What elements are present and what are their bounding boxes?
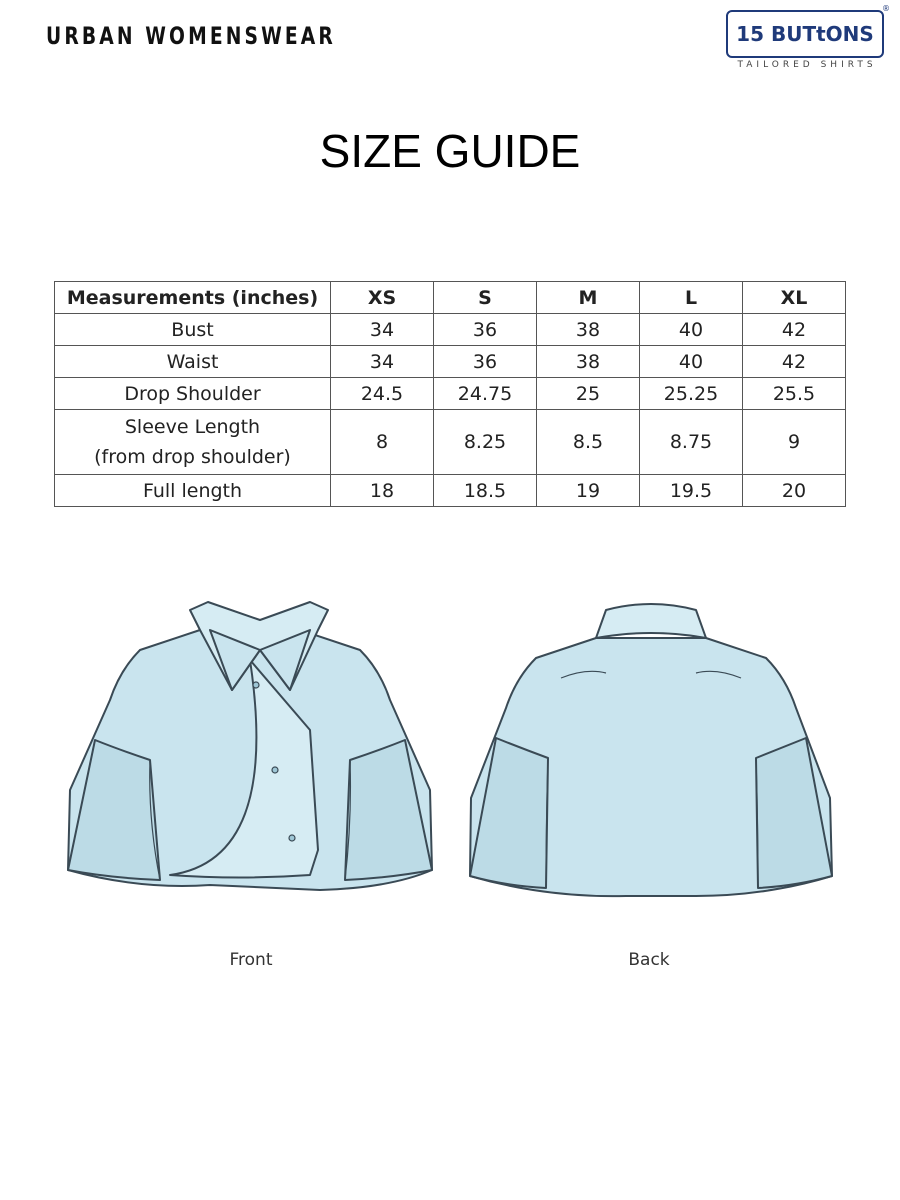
table-row: [55, 378, 846, 410]
table-cell: 8.25: [434, 410, 537, 475]
back-shirt-illustration: [466, 598, 836, 903]
table-cell: 34: [331, 346, 434, 378]
table-cell: 42: [743, 314, 846, 346]
logo-tagline: TAILORED SHIRTS: [737, 60, 877, 70]
row-label: Full length: [55, 475, 331, 507]
row-label-line2: (from drop shoulder): [94, 446, 291, 468]
header-size-xs: XS: [331, 282, 434, 314]
brand-logo: [724, 4, 890, 72]
table-cell: 8.75: [640, 410, 743, 475]
table-cell: 38: [537, 346, 640, 378]
table-cell: 25.5: [743, 378, 846, 410]
table-cell: 18: [331, 475, 434, 507]
front-shirt-illustration: [60, 590, 440, 900]
table-cell: 40: [640, 314, 743, 346]
table-cell: 36: [434, 346, 537, 378]
row-label: Bust: [55, 314, 331, 346]
table-cell: 19.5: [640, 475, 743, 507]
table-row: [55, 314, 846, 346]
table-row: [55, 410, 846, 475]
table-header-row: [55, 282, 846, 314]
table-cell: 24.75: [434, 378, 537, 410]
table-cell: 8.5: [537, 410, 640, 475]
row-label-line1: Sleeve Length: [124, 416, 261, 438]
table-cell: 40: [640, 346, 743, 378]
page-title: SIZE GUIDE: [319, 125, 581, 177]
brand-name: URBAN WOMENSWEAR: [46, 22, 336, 50]
table-cell: 18.5: [434, 475, 537, 507]
registered-mark: ®: [882, 4, 890, 13]
row-label: Waist: [55, 346, 331, 378]
size-table: [54, 281, 846, 507]
row-label: [55, 410, 331, 475]
row-label: Drop Shoulder: [55, 378, 331, 410]
back-caption: Back: [628, 950, 670, 970]
front-caption: Front: [229, 950, 273, 970]
table-row: [55, 475, 846, 507]
table-cell: 20: [743, 475, 846, 507]
table-cell: 25.25: [640, 378, 743, 410]
table-cell: 19: [537, 475, 640, 507]
table-row: [55, 346, 846, 378]
table-cell: 9: [743, 410, 846, 475]
logo-badge: [726, 10, 884, 58]
header-size-m: M: [537, 282, 640, 314]
table-cell: 8: [331, 410, 434, 475]
logo-text: 15 BUTtONS: [736, 22, 874, 46]
table-cell: 38: [537, 314, 640, 346]
header-measurements: Measurements (inches): [55, 282, 331, 314]
table-cell: 34: [331, 314, 434, 346]
table-cell: 24.5: [331, 378, 434, 410]
table-cell: 25: [537, 378, 640, 410]
table-cell: 36: [434, 314, 537, 346]
header-size-s: S: [434, 282, 537, 314]
header-size-l: L: [640, 282, 743, 314]
header-size-xl: XL: [743, 282, 846, 314]
table-cell: 42: [743, 346, 846, 378]
